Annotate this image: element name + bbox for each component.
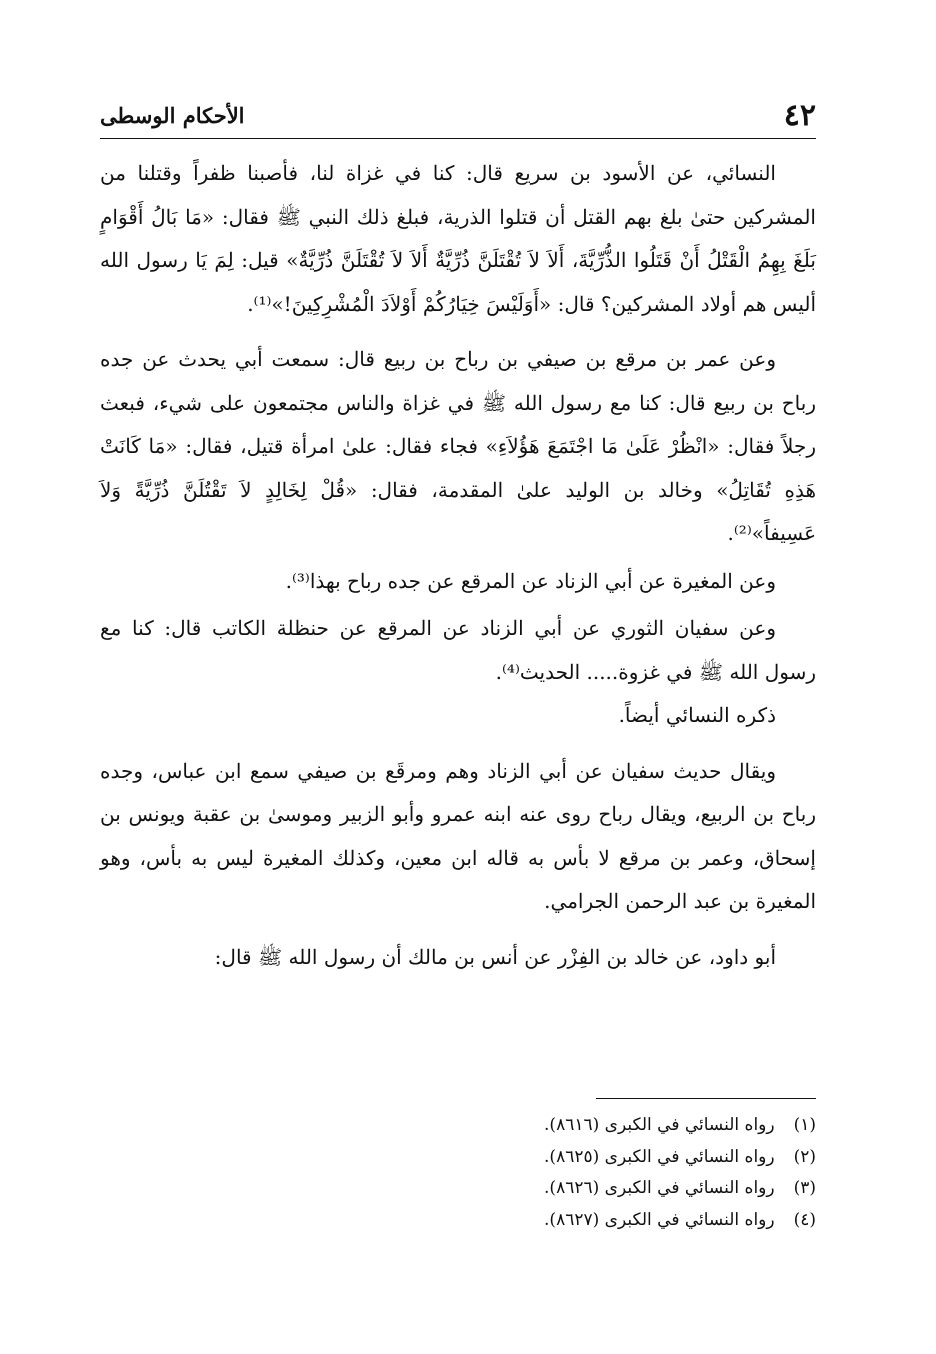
paragraph-7: أبو داود، عن خالد بن الفِزْر عن أنس بن مالك أن رسول الله ﷺ قال: <box>214 944 776 969</box>
footnote-1 <box>100 1110 816 1142</box>
footnote-text: رواه النسائي في الكبرى (٨٦٢٥). <box>544 1146 775 1167</box>
paragraph-5: ذكره النسائي أيضاً. <box>618 703 776 727</box>
main-text <box>100 152 816 979</box>
footnotes <box>100 1110 816 1236</box>
paragraph-3: وعن المغيرة عن أبي الزناد عن المرقع عن جده رباح بهذا⁽³⁾. <box>285 568 776 593</box>
footnote-number: (٣) <box>793 1178 816 1198</box>
footnote-divider <box>596 1098 816 1099</box>
footnote-number: (٢) <box>793 1146 816 1167</box>
paragraph-2: وعن عمر بن مرقع بن صيفي بن رباح بن ربيع قال: سمعت أبي يحدث عن جده رباح بن ربيع قال: كنا مع رسول الله ﷺ في غزاة والناس مجتمعون على شيء، فبعث رجلاً فقال: «انْظُرْ عَلَىٰ مَا اجْتَمَعَ هَؤُلاَءِ» فجاء فقال: علىٰ امرأة قتيل، فقال: «مَا كَانَتْ هَذِهِ تُقَاتِلُ» وخالد بن الوليد علىٰ المقدمة، فقال: «قُلْ لِخَالِدٍ لاَ تَقْتُلَنَّ ذُرِّيَّةً وَلاَ عَسِيفاً»⁽²⁾. <box>100 347 816 545</box>
footnote-4 <box>100 1205 816 1237</box>
paragraph-1: النسائي، عن الأسود بن سريع قال: كنا في غزاة لنا، فأصبنا ظفراً وقتلنا من المشركين حتىٰ بلغ بهم القتل أن قتلوا الذرية، فبلغ ذلك النبي ﷺ فقال: «مَا بَالُ أَقْوَامٍ بَلَغَ بِهِمُ الْقَتْلُ أَنْ قَتَلُوا الذُّرِّيَّةَ، أَلاَ لاَ تُقْتَلَنَّ ذُرِّيَّةٌ أَلاَ لاَ تُقْتَلَنَّ ذُرِّيَّةٌ» قيل: لِمَ يَا رسول الله أليس هم أولاد المشركين؟ قال: «أَوَلَيْسَ خِيَارُكُمْ أَوْلاَدَ الْمُشْرِكِينَ!»⁽¹⁾. <box>100 161 816 316</box>
page-header <box>100 95 816 135</box>
paragraph-6: ويقال حديث سفيان عن أبي الزناد وهم ومرقَع بن صيفي سمع ابن عباس، وجده رباح بن الربيع، ويقال رباح روى عنه ابنه عمرو وأبو الزبير وموسىٰ بن عقبة ويونس بن إسحاق، وعمر بن مرقع لا بأس به قاله ابن معين، وكذلك المغيرة ليس به بأس، وهو المغيرة بن عبد الرحمن الجرامي. <box>100 758 816 913</box>
footnote-text: رواه النسائي في الكبرى (٨٦١٦). <box>544 1115 775 1135</box>
footnote-3 <box>100 1173 816 1205</box>
footnote-number: (١) <box>793 1115 816 1135</box>
page-number: ٤٢ <box>783 97 816 133</box>
footnote-text: رواه النسائي في الكبرى (٨٦٢٧). <box>544 1209 775 1230</box>
footnote-text: رواه النسائي في الكبرى (٨٦٢٦). <box>544 1178 775 1198</box>
header-divider <box>100 138 816 139</box>
running-title: الأحكام الوسطى <box>100 102 245 128</box>
footnote-number: (٤) <box>793 1209 816 1230</box>
footnote-2 <box>100 1142 816 1174</box>
paragraph-4: وعن سفيان الثوري عن أبي الزناد عن المرقع عن حنظلة الكاتب قال: كنا مع رسول الله ﷺ في غزوة..... الحديث⁽⁴⁾. <box>100 616 816 684</box>
